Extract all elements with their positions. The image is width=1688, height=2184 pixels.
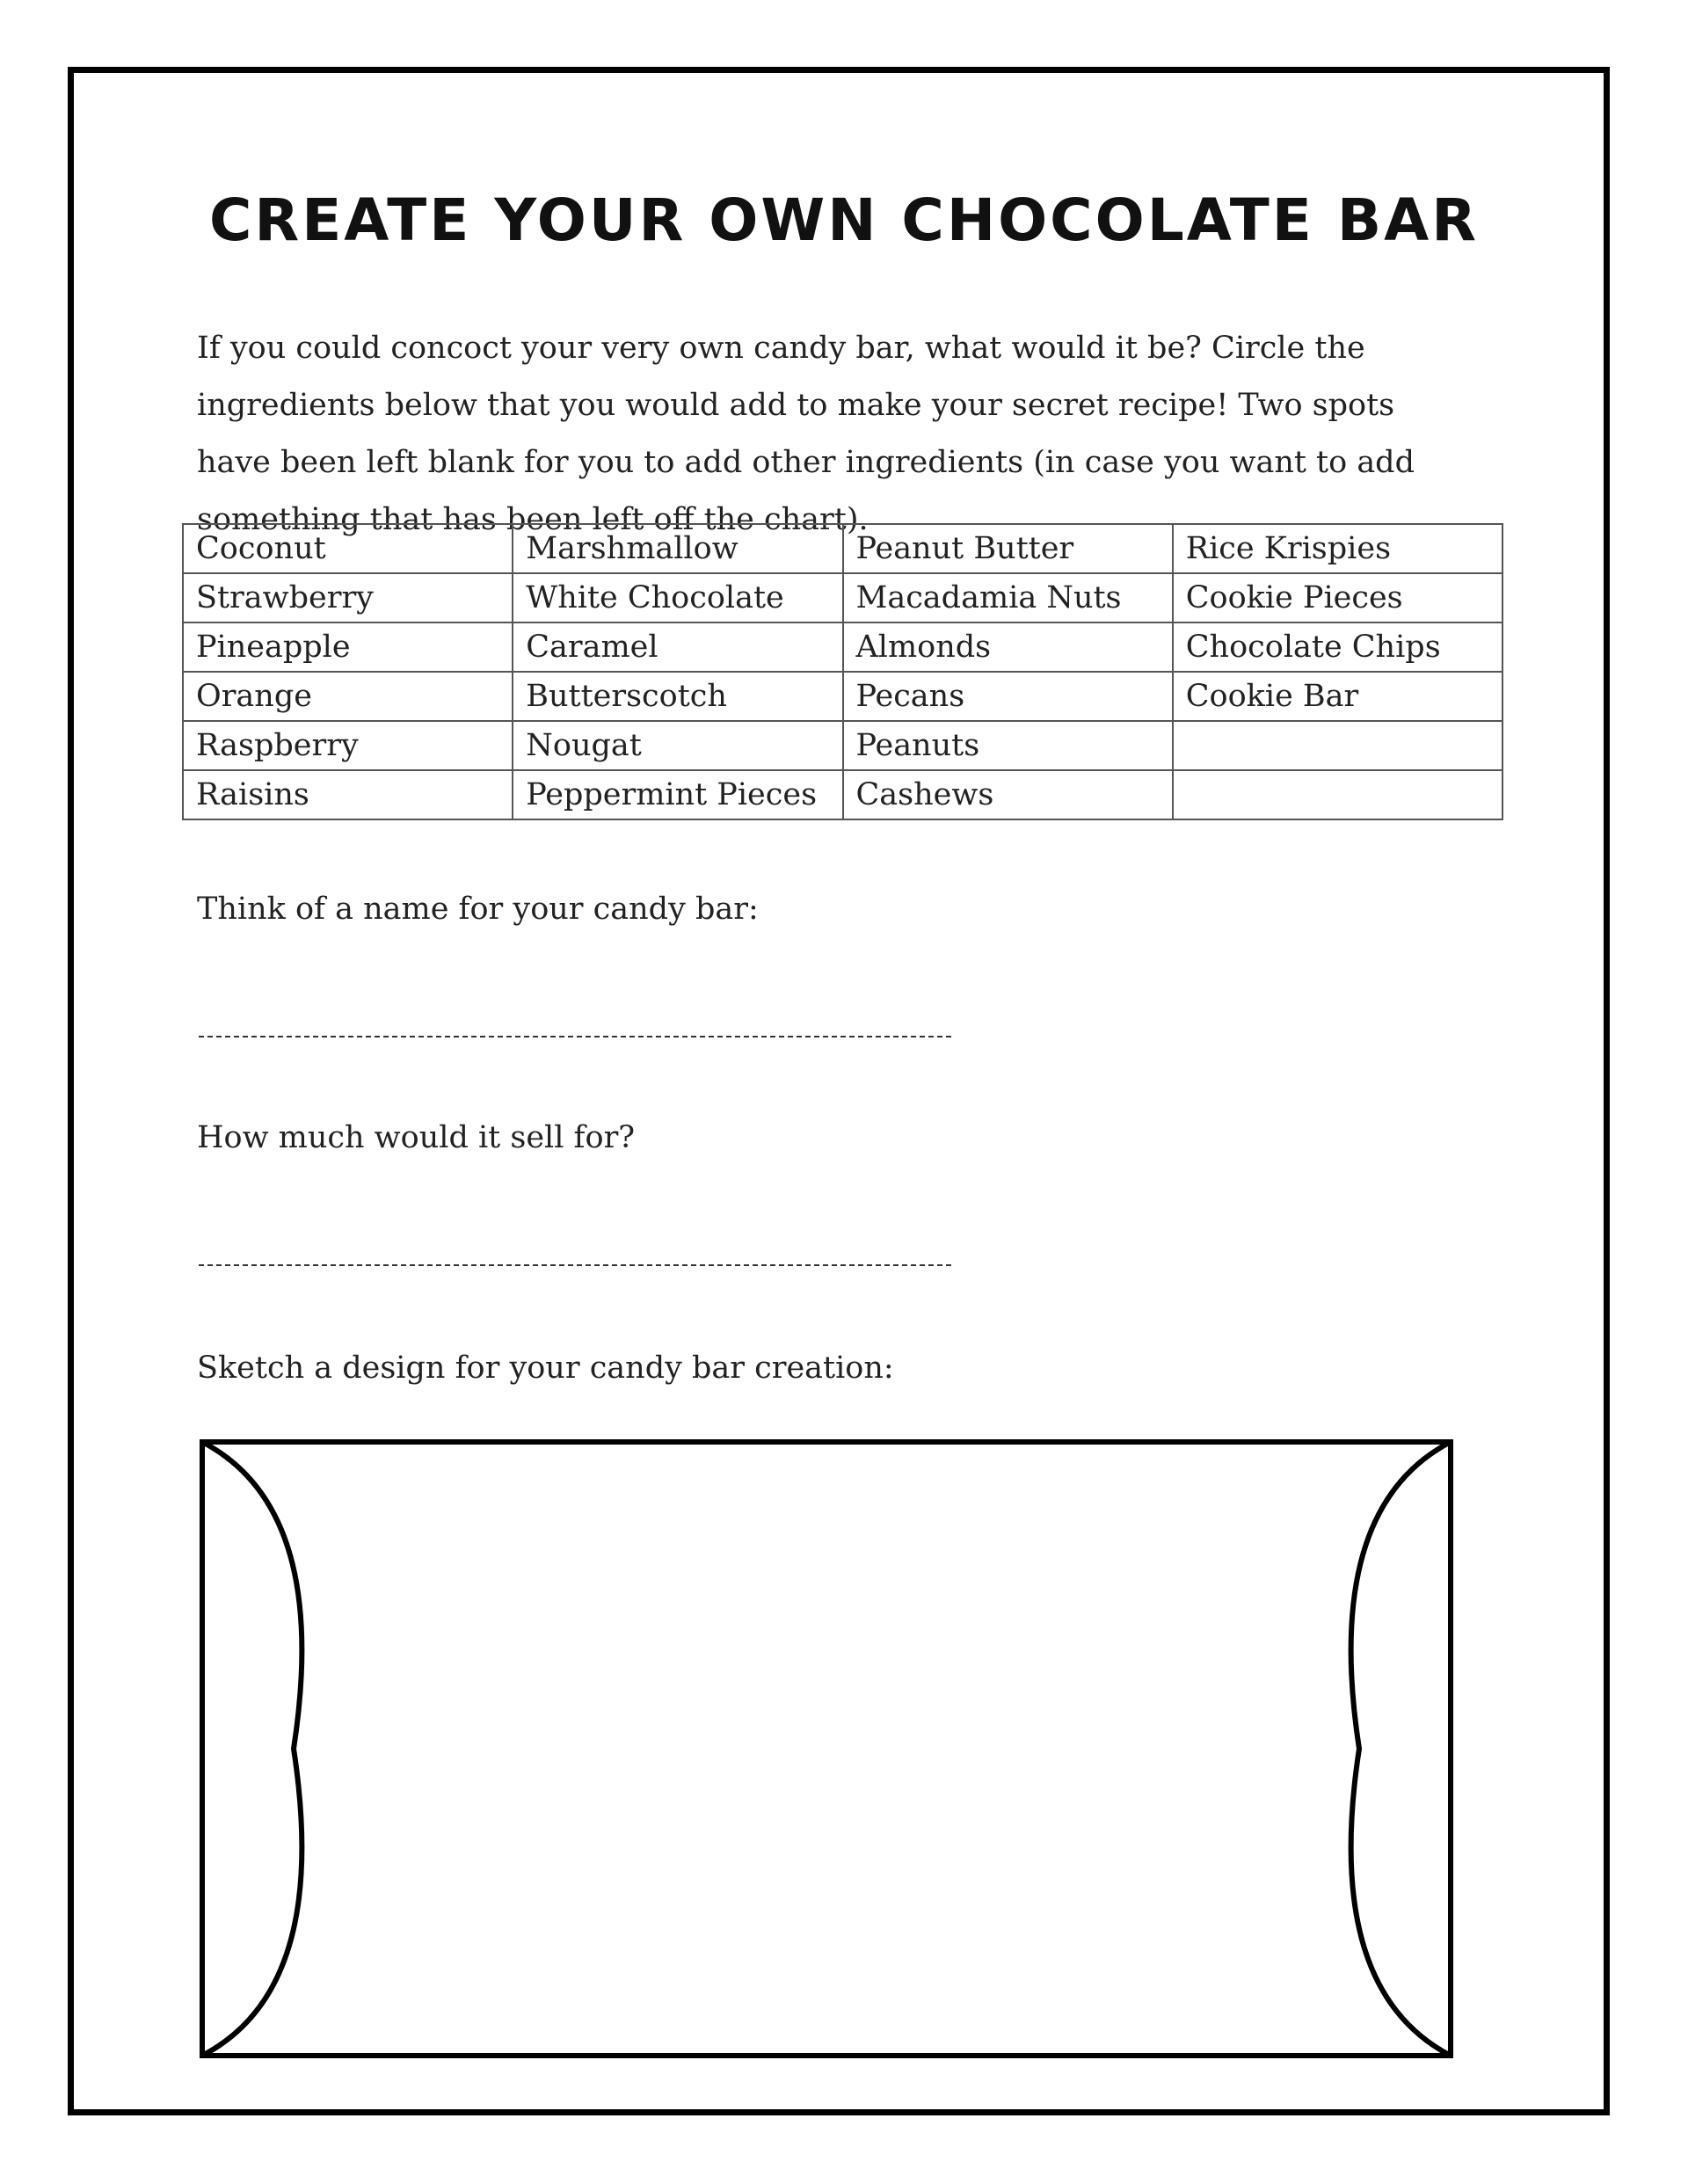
sketch-question: Sketch a design for your candy bar creation:: [197, 1350, 894, 1386]
price-question: How much would it sell for?: [197, 1120, 636, 1155]
ingredient-cell[interactable]: Strawberry: [183, 573, 513, 622]
ingredient-cell[interactable]: Peanut Butter: [843, 524, 1173, 573]
ingredient-cell[interactable]: Raspberry: [183, 721, 513, 770]
ingredient-cell[interactable]: Cookie Bar: [1173, 672, 1502, 721]
table-row: [183, 721, 1502, 770]
table-row: [183, 672, 1502, 721]
ingredient-cell[interactable]: Rice Krispies: [1173, 524, 1502, 573]
ingredient-cell[interactable]: Butterscotch: [513, 672, 842, 721]
ingredient-cell[interactable]: Pecans: [843, 672, 1173, 721]
price-answer-line[interactable]: [199, 1264, 951, 1266]
ingredient-cell[interactable]: Cookie Pieces: [1173, 573, 1502, 622]
blank-ingredient-cell[interactable]: [1173, 721, 1502, 770]
ingredient-cell[interactable]: Raisins: [183, 770, 513, 819]
ingredient-cell[interactable]: Orange: [183, 672, 513, 721]
ingredient-cell[interactable]: Nougat: [513, 721, 842, 770]
table-row: [183, 573, 1502, 622]
name-answer-line[interactable]: [199, 1036, 951, 1037]
wrapper-rectangle: [202, 1442, 1451, 2056]
candy-bar-sketch-area[interactable]: [199, 1438, 1454, 2059]
blank-ingredient-cell[interactable]: [1173, 770, 1502, 819]
name-question: Think of a name for your candy bar:: [197, 892, 759, 927]
ingredient-cell[interactable]: Caramel: [513, 622, 842, 672]
ingredient-cell[interactable]: Chocolate Chips: [1173, 622, 1502, 672]
candy-bar-wrapper-outline: [199, 1438, 1454, 2059]
ingredient-cell[interactable]: Peppermint Pieces: [513, 770, 842, 819]
ingredient-cell[interactable]: Marshmallow: [513, 524, 842, 573]
ingredient-cell[interactable]: Cashews: [843, 770, 1173, 819]
ingredient-cell[interactable]: White Chocolate: [513, 573, 842, 622]
table-row: [183, 622, 1502, 672]
wrapper-right-crimp: [1351, 1442, 1451, 2056]
table-row: [183, 524, 1502, 573]
instructions-paragraph: If you could concoct your very own candy bar, what would it be? Circle the ingredients below that you would add to make your secret recipe! Two spots have been left blank for you to add other ingredients (in case you want to add something that has been left off the chart).: [197, 331, 1415, 537]
worksheet-title: CREATE YOUR OWN CHOCOLATE BAR: [208, 186, 1480, 254]
ingredient-cell[interactable]: Pineapple: [183, 622, 513, 672]
ingredients-table: [182, 523, 1503, 820]
ingredient-cell[interactable]: Macadamia Nuts: [843, 573, 1173, 622]
ingredient-cell[interactable]: Coconut: [183, 524, 513, 573]
ingredient-cell[interactable]: Almonds: [843, 622, 1173, 672]
table-row: [183, 770, 1502, 819]
wrapper-left-crimp: [202, 1442, 302, 2056]
ingredient-cell[interactable]: Peanuts: [843, 721, 1173, 770]
